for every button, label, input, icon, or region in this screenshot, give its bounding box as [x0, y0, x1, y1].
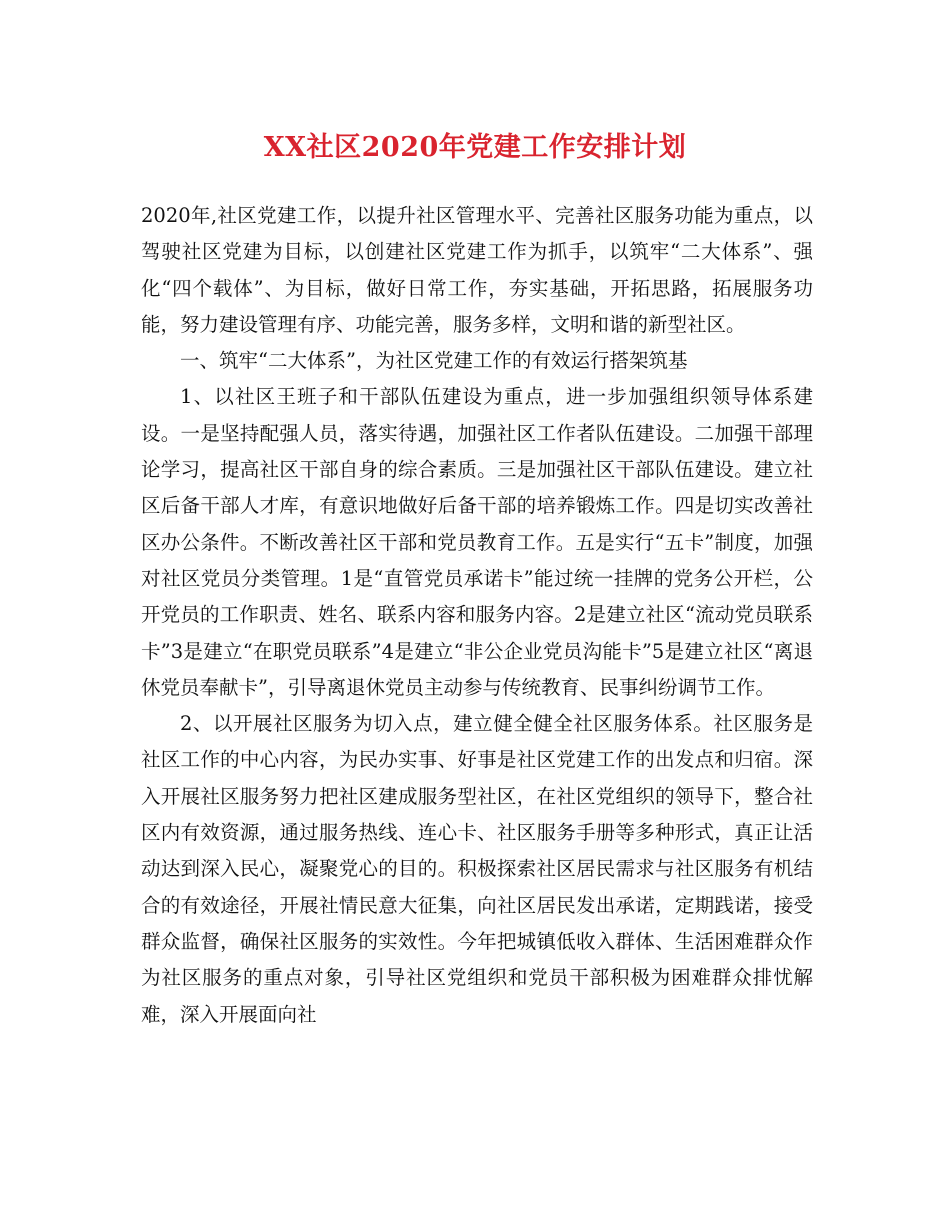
document-title: XX社区2020年党建工作安排计划: [263, 132, 687, 163]
section-heading-1: 一、筑牢“二大体系”，为社区党建工作的有效运行搭架筑基: [180, 349, 688, 373]
document-body: [141, 198, 813, 1033]
paragraph-intro: 2020年,社区党建工作，以提升社区管理水平、完善社区服务功能为重点，以驾驶社区党建为目标，以创建社区党建工作为抓手，以筑牢“二大体系”、强化“四个载体”、为目标，做好日常工作，夯实基础，开拓思路，拓展服务功能，努力建设管理有序、功能完善，服务多样，文明和谐的新型社区。: [141, 204, 813, 336]
paragraph-item-1: 1、以社区王班子和干部队伍建设为重点，进一步加强组织领导体系建设。一是坚持配强人员，落实待遇，加强社区工作者队伍建设。二加强干部理论学习，提高社区干部自身的综合素质。三是加强社区干部队伍建设。建立社区后备干部人才库，有意识地做好后备干部的培养锻炼工作。四是切实改善社区办公条件。不断改善社区干部和党员教育工作。五是实行“五卡”制度，加强对社区党员分类管理。1是“直管党员承诺卡”能过统一挂牌的党务公开栏，公开党员的工作职责、姓名、联系内容和服务内容。2是建立社区“流动党员联系卡”3是建立“在职党员联系”4是建立“非公企业党员沟能卡”5是建立社区“离退休党员奉献卡”，引导离退休党员主动参与传统教育、民事纠纷调节工作。: [141, 385, 813, 699]
paragraph-item-2: 2、以开展社区服务为切入点，建立健全健全社区服务体系。社区服务是社区工作的中心内容，为民办实事、好事是社区党建工作的出发点和归宿。深入开展社区服务努力把社区建成服务型社区，在社区党组织的领导下，整合社区内有效资源，通过服务热线、连心卡、社区服务手册等多种形式，真正让活动达到深入民心，凝聚党心的目的。积极探索社区居民需求与社区服务有机结合的有效途径，开展社情民意大征集，向社区居民发出承诺，定期践诺，接受群众监督，确保社区服务的实效性。今年把城镇低收入群体、生活困难群众作为社区服务的重点对象，引导社区党组织和党员干部积极为困难群众排忧解难，深入开展面向社: [141, 712, 813, 1026]
